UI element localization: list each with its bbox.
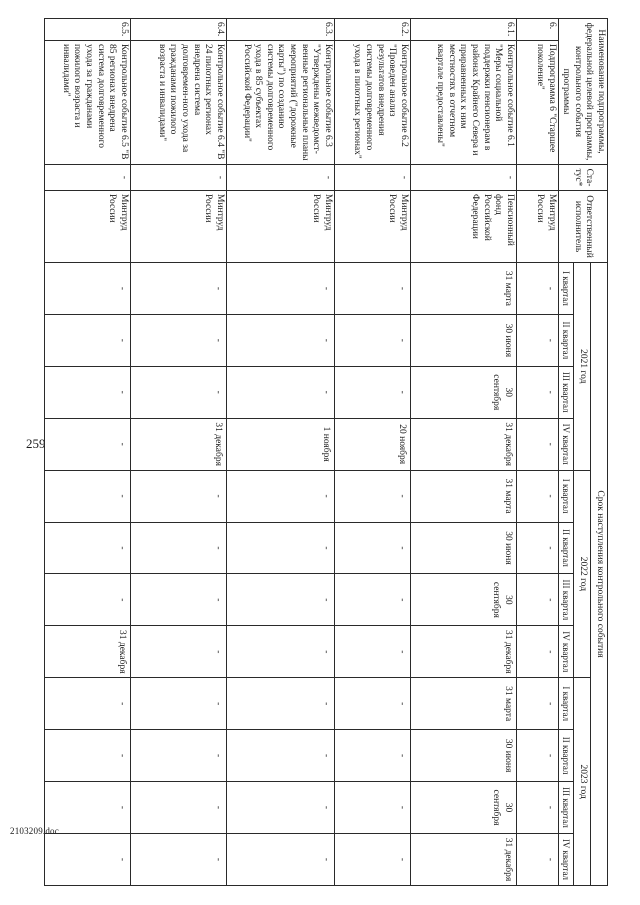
row-date-cell: - — [130, 626, 226, 678]
row-date-cell: - — [334, 678, 410, 730]
row-date-cell: 30 июня — [410, 730, 516, 782]
row-number: 6. — [516, 19, 558, 41]
row-date-cell: 31 декабря — [130, 418, 226, 470]
row-responsible: Минтруд России — [334, 191, 410, 263]
row-date-cell: 31 марта — [410, 470, 516, 522]
row-date-cell: - — [226, 366, 334, 418]
header-year-2023: 2023 год — [574, 678, 591, 886]
row-date-cell: - — [44, 574, 130, 626]
row-date-cell: - — [44, 782, 130, 834]
table-row — [130, 19, 226, 886]
row-date-cell: - — [516, 470, 558, 522]
row-date-cell: 20 ноября — [334, 418, 410, 470]
row-date-cell: - — [516, 522, 558, 574]
document-id: 2103209.doc — [10, 826, 59, 836]
row-date-cell: 31 декабря — [410, 626, 516, 678]
row-date-cell: - — [44, 522, 130, 574]
row-name: Контрольное событие 6.3 "Утверждены межведомст-венные региональные планы мероприятий ("дорожные карты") по созданию системы долговременного ухода в 85 субъектах Российской Федерации" — [226, 41, 334, 165]
table-row — [226, 19, 334, 886]
row-name: Контрольное событие 6.1 "Меры социальной поддержки пенсионерам в районах Крайнего Севера и приравненных к ним местностях в отчетном квартале предоставлены" — [410, 41, 516, 165]
row-date-cell: - — [226, 263, 334, 315]
row-name: Контрольное событие 6.4 "В 24 пилотных регионах внедрена система долговремен-ного ухода за гражданами пожилого возраста и инвалидами" — [130, 41, 226, 165]
table-row — [44, 19, 130, 886]
row-responsible: Минтруд России — [226, 191, 334, 263]
header-quarter: I квартал — [558, 263, 573, 315]
row-date-cell: - — [226, 574, 334, 626]
row-date-cell: - — [334, 626, 410, 678]
row-date-cell: - — [334, 522, 410, 574]
row-date-cell: - — [226, 470, 334, 522]
row-responsible: Минтруд России — [516, 191, 558, 263]
row-date-cell: - — [130, 678, 226, 730]
header-quarter: I квартал — [558, 678, 573, 730]
row-responsible: Минтруд России — [44, 191, 130, 263]
header-quarter: IV квартал — [558, 833, 573, 885]
row-date-cell: - — [226, 626, 334, 678]
header-quarter: III квартал — [558, 782, 573, 834]
row-date-cell: - — [334, 574, 410, 626]
row-date-cell: - — [334, 263, 410, 315]
row-date-cell: 31 марта — [410, 263, 516, 315]
row-date-cell: - — [516, 678, 558, 730]
row-date-cell: - — [226, 314, 334, 366]
header-quarter: IV квартал — [558, 626, 573, 678]
row-name: Подпрограмма 6 "Старшее поколение" — [516, 41, 558, 165]
row-date-cell: 30 июня — [410, 522, 516, 574]
header-quarter: I квартал — [558, 470, 573, 522]
header-year-2022: 2022 год — [574, 470, 591, 678]
row-date-cell: 30 июня — [410, 314, 516, 366]
control-events-table — [44, 18, 608, 886]
row-number: 6.2. — [334, 19, 410, 41]
row-date-cell: - — [516, 626, 558, 678]
row-date-cell: - — [516, 366, 558, 418]
row-date-cell: - — [130, 470, 226, 522]
header-term-group: Срок наступления контрольного события — [591, 263, 608, 886]
row-date-cell: - — [130, 263, 226, 315]
row-date-cell: - — [226, 730, 334, 782]
row-date-cell: - — [130, 522, 226, 574]
header-name-column: Наименование подпрограммы, федеральной целевой программы, контрольного события программы — [558, 19, 607, 165]
table-row — [410, 19, 516, 886]
row-date-cell: - — [516, 782, 558, 834]
row-responsible: Минтруд России — [130, 191, 226, 263]
row-date-cell: - — [516, 418, 558, 470]
header-quarter: II квартал — [558, 314, 573, 366]
row-date-cell: 30 сентября — [410, 366, 516, 418]
table-row — [516, 19, 558, 886]
row-date-cell: - — [334, 470, 410, 522]
row-date-cell: 31 декабря — [44, 626, 130, 678]
row-date-cell: - — [334, 730, 410, 782]
row-date-cell: - — [334, 782, 410, 834]
table-header — [558, 19, 607, 886]
rotated-table-container — [60, 18, 608, 886]
row-date-cell: - — [130, 314, 226, 366]
row-date-cell: - — [44, 314, 130, 366]
row-date-cell: - — [516, 314, 558, 366]
row-name: Контрольное событие 6.5 "В 85 регионах внедрена система долговременного ухода за гражданами пожилого возраста и инвалидами" — [44, 41, 130, 165]
row-date-cell: 31 декабря — [410, 833, 516, 885]
row-date-cell: - — [226, 782, 334, 834]
row-status: - — [334, 165, 410, 191]
row-date-cell: - — [226, 678, 334, 730]
row-date-cell: - — [130, 833, 226, 885]
row-name: Контрольное событие 6.2 "Проведен анализ результатов внедрения системы долговременного ухода в пилотных регионах" — [334, 41, 410, 165]
table-body — [44, 19, 558, 886]
row-status: - — [130, 165, 226, 191]
row-date-cell: - — [516, 574, 558, 626]
header-responsible-column: Ответственный исполнитель — [558, 191, 607, 263]
row-date-cell: - — [334, 366, 410, 418]
row-date-cell: - — [130, 782, 226, 834]
row-number: 6.3. — [226, 19, 334, 41]
row-date-cell: 31 декабря — [410, 418, 516, 470]
row-number: 6.1. — [410, 19, 516, 41]
row-status: - — [410, 165, 516, 191]
row-date-cell: - — [44, 678, 130, 730]
header-quarter: II квартал — [558, 522, 573, 574]
row-date-cell: - — [130, 366, 226, 418]
row-number: 6.5. — [44, 19, 130, 41]
row-date-cell: - — [226, 522, 334, 574]
row-date-cell: - — [516, 730, 558, 782]
row-date-cell: - — [334, 833, 410, 885]
row-date-cell: - — [130, 574, 226, 626]
row-date-cell: - — [516, 263, 558, 315]
row-date-cell: - — [44, 730, 130, 782]
row-status: - — [226, 165, 334, 191]
row-date-cell: - — [44, 263, 130, 315]
row-number: 6.4. — [130, 19, 226, 41]
header-status-column: Ста-тус* — [558, 165, 607, 191]
row-status — [516, 165, 558, 191]
table-row — [334, 19, 410, 886]
header-quarter: III квартал — [558, 574, 573, 626]
page-number: 259 — [26, 436, 46, 451]
row-date-cell: - — [44, 470, 130, 522]
header-quarter: III квартал — [558, 366, 573, 418]
row-date-cell: - — [44, 833, 130, 885]
row-date-cell: - — [130, 730, 226, 782]
row-date-cell: - — [226, 833, 334, 885]
header-quarter: IV квартал — [558, 418, 573, 470]
row-date-cell: - — [516, 833, 558, 885]
row-date-cell: 30 сентября — [410, 574, 516, 626]
row-date-cell: 30 сентября — [410, 782, 516, 834]
row-date-cell: 31 марта — [410, 678, 516, 730]
row-responsible: Пенсионный фонд Российской Федерации — [410, 191, 516, 263]
row-date-cell: - — [334, 314, 410, 366]
row-date-cell: - — [44, 366, 130, 418]
row-date-cell: - — [44, 418, 130, 470]
row-status: - — [44, 165, 130, 191]
header-year-2021: 2021 год — [574, 263, 591, 471]
header-quarter: II квартал — [558, 730, 573, 782]
row-date-cell: 1 ноября — [226, 418, 334, 470]
